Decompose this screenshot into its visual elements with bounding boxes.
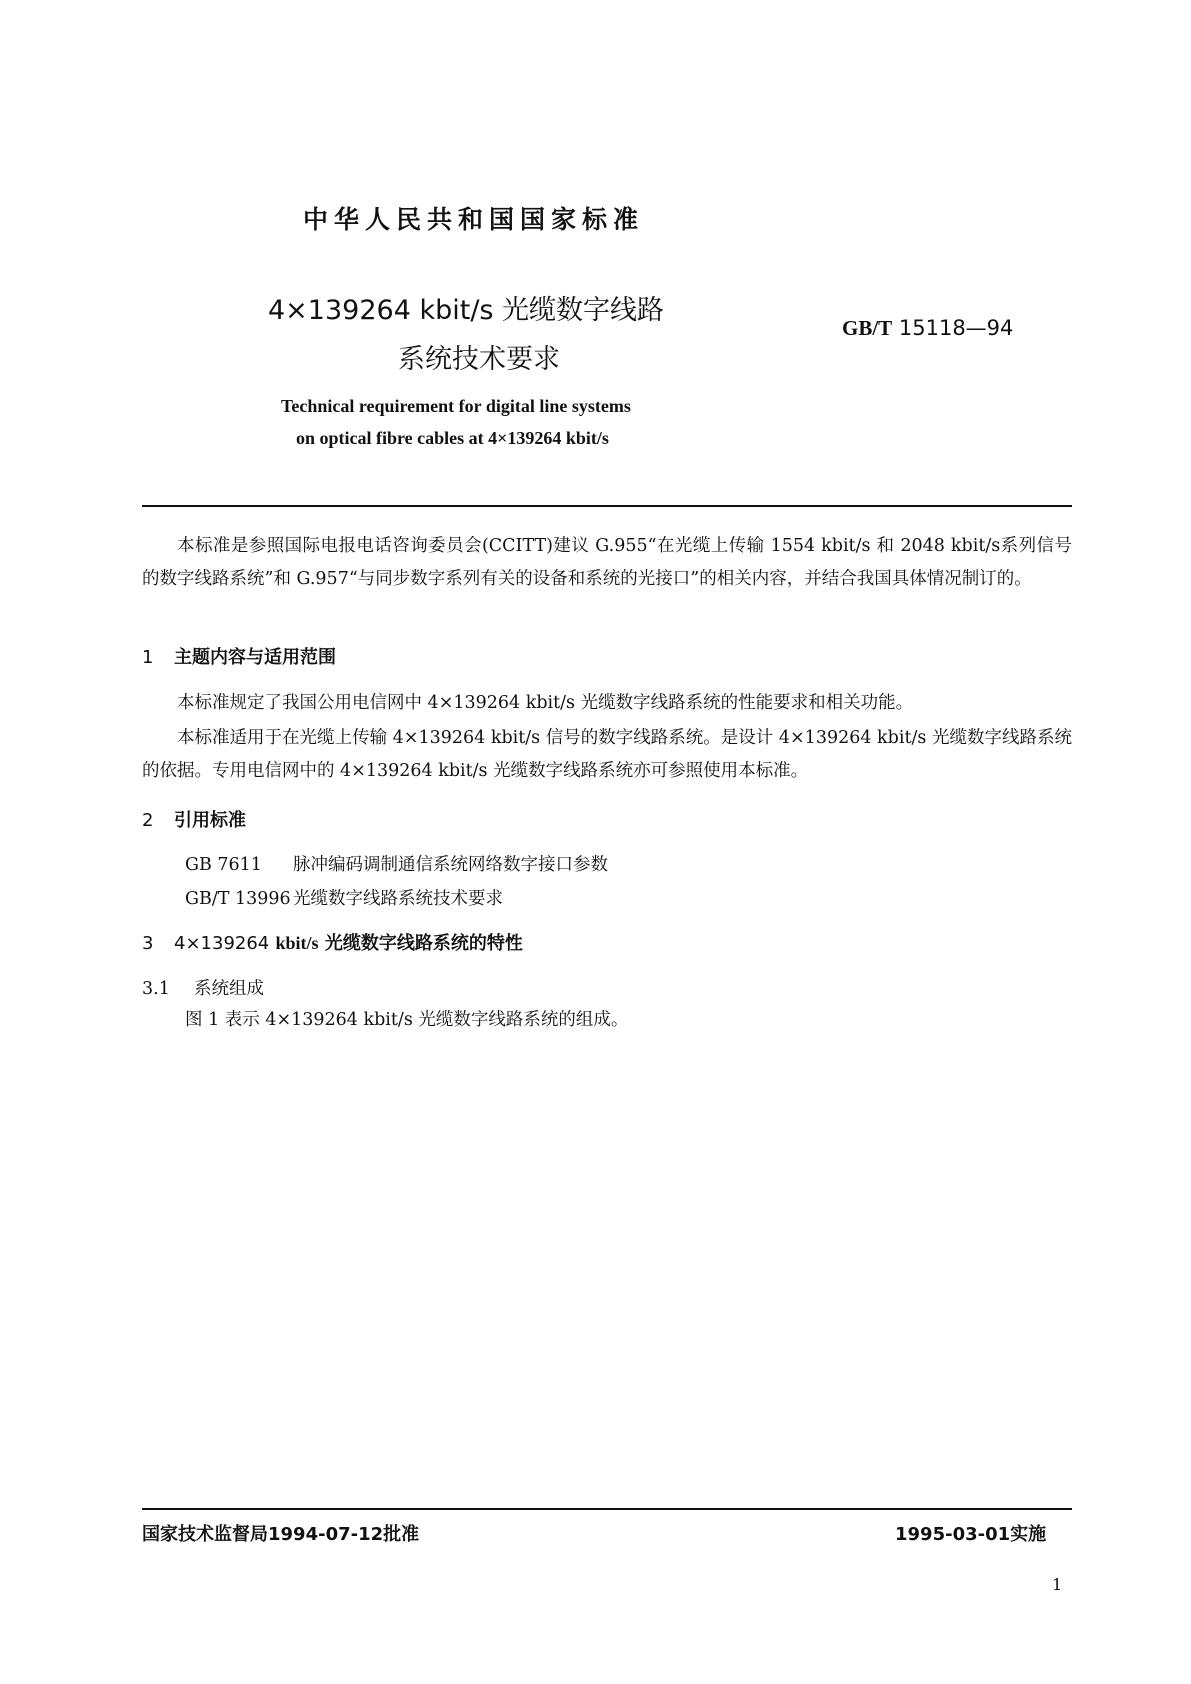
implementation-date: 1995-03-01实施	[895, 1524, 1047, 1545]
section-2-number: 2	[142, 810, 154, 831]
approval-statement: 国家技术监督局1994-07-12批准	[142, 1524, 420, 1545]
reference-code: GB 7611	[185, 855, 262, 875]
subsection-3-1-title: 系统组成	[194, 979, 264, 999]
section-3-number: 3	[142, 933, 154, 954]
subsection-3-1-number: 3.1	[142, 979, 170, 999]
section-2-title: 引用标准	[174, 810, 246, 831]
section-3-title-unit: kbit/s	[275, 933, 319, 953]
reference-name: 脉冲编码调制通信系统网络数字接口参数	[293, 855, 608, 875]
section-3-title-rest: 光缆数字线路系统的特性	[324, 933, 523, 954]
section-3-title-prefix: 4×139264	[174, 933, 270, 954]
standard-prefix: GB/T	[842, 316, 893, 340]
standard-code: 15118—94	[898, 316, 1014, 340]
english-title-line1: Technical requirement for digital line systems	[281, 396, 631, 416]
section-2-heading	[142, 806, 246, 832]
reference-item	[185, 851, 608, 876]
reference-code: GB/T 13996	[185, 889, 291, 909]
section-1-paragraph-1: 本标准规定了我国公用电信网中 4×139264 kbit/s 光缆数字线路系统的性能要求和相关功能。	[177, 693, 914, 713]
section-1-title: 主题内容与适用范围	[174, 647, 336, 668]
standard-number	[842, 316, 1013, 341]
section-1-heading	[142, 643, 336, 669]
document-title-line1: 4×139264 kbit/s 光缆数字线路	[268, 295, 665, 326]
section-1-paragraph-2: 本标准适用于在光缆上传输 4×139264 kbit/s 信号的数字线路系统。是设计 4×139264 kbit/s 光缆数字线路系统的依据。专用电信网中的 4×139264 kbit/s 光缆数字线路系统亦可参照使用本标准。	[142, 728, 1072, 781]
national-standard-heading: 中华人民共和国国家标准	[303, 205, 645, 234]
footer-divider	[142, 1508, 1072, 1510]
section-1-number: 1	[142, 647, 154, 668]
english-title-line2: on optical fibre cables at 4×139264 kbit/s	[296, 428, 609, 448]
subsection-3-1-heading	[142, 975, 264, 1000]
intro-paragraph: 本标准是参照国际电报电话咨询委员会(CCITT)建议 G.955“在光缆上传输 1554 kbit/s 和 2048 kbit/s系列信号的数字线路系统”和 G.957“与同步数字系列有关的设备和系统的光接口”的相关内容，并结合我国具体情况制订的。	[142, 536, 1072, 589]
document-title-line2: 系统技术要求	[398, 344, 560, 375]
header-divider	[142, 505, 1072, 507]
page-number: 1	[1052, 1575, 1063, 1594]
section-3-heading	[142, 929, 523, 955]
reference-item	[185, 885, 503, 910]
reference-name: 光缆数字线路系统技术要求	[293, 889, 503, 909]
subsection-3-1-text: 图 1 表示 4×139264 kbit/s 光缆数字线路系统的组成。	[185, 1010, 629, 1030]
